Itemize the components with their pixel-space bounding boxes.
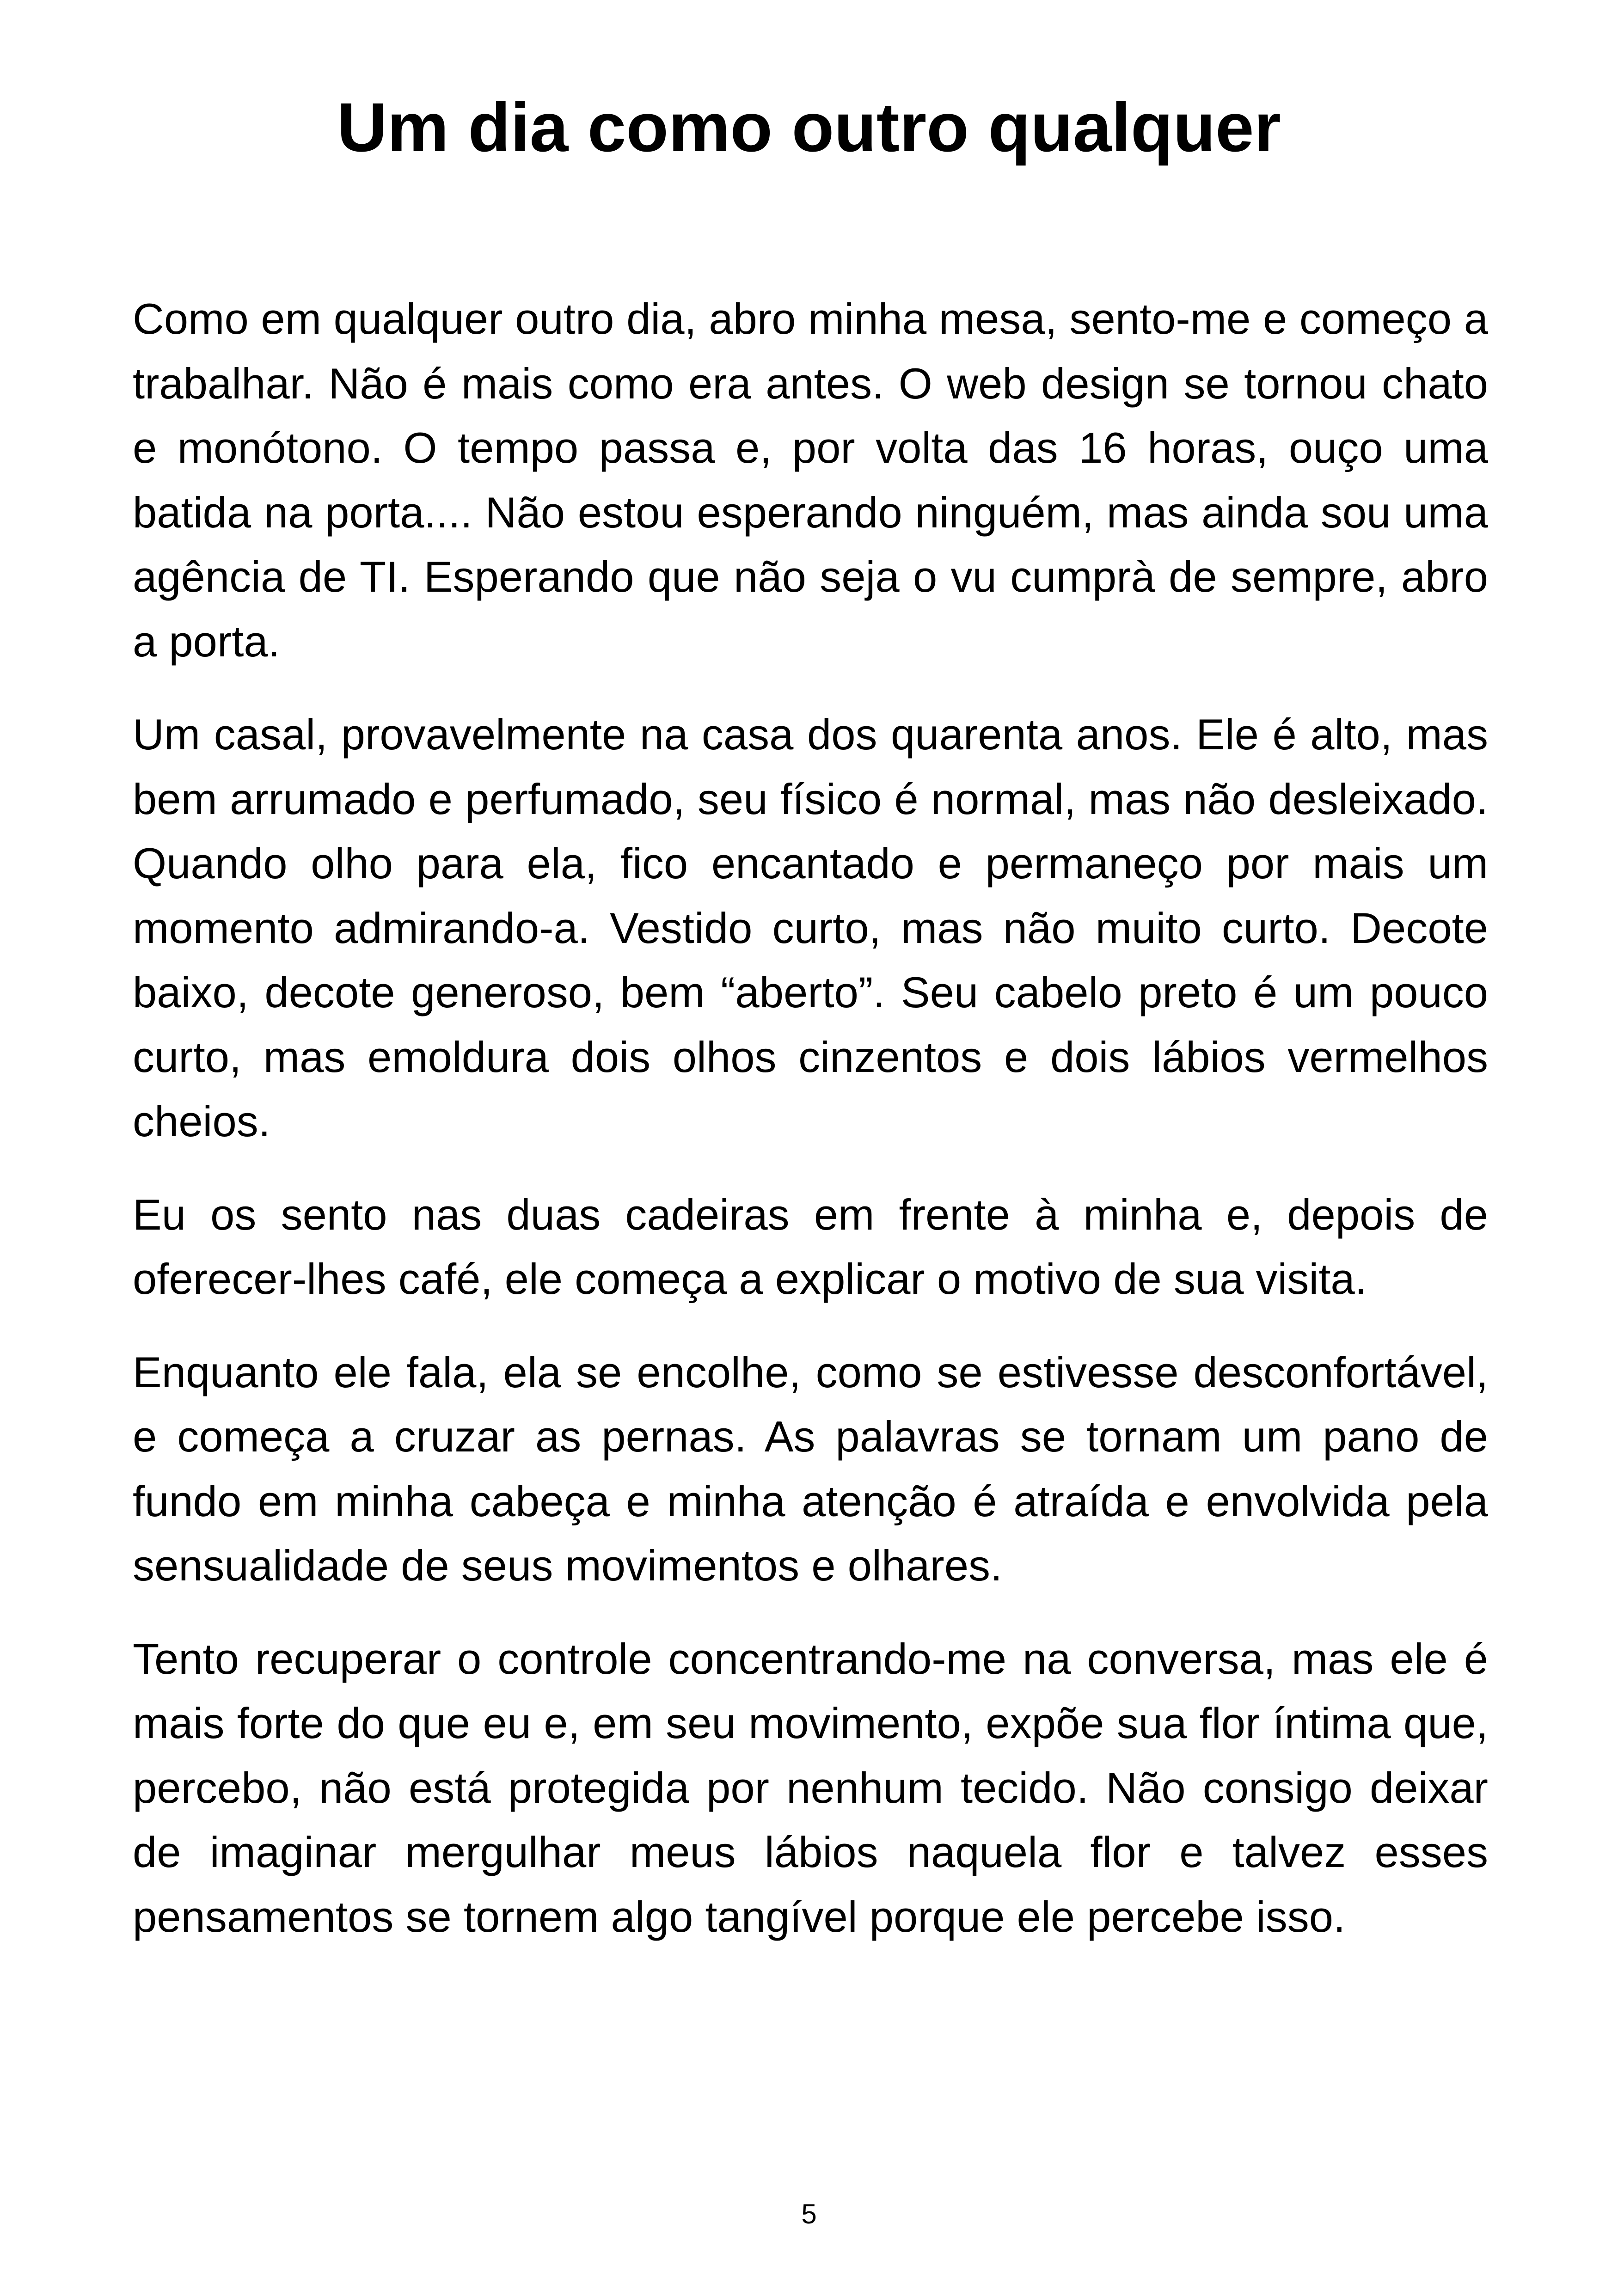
- paragraph-5: Tento recuperar o controle concentrando-me na conversa, mas ele é mais forte do que eu e, em seu movimento, expõe sua flor íntima que, percebo, não está protegida por nenhum tecido. Não consigo deixar de imaginar mergulhar meus lábios naquela flor e talvez esses pensamentos se tornem algo tangível porque ele percebe isso.: [133, 1634, 1488, 1941]
- page-title: Um dia como outro qualquer: [337, 88, 1281, 166]
- paragraph-2: Um casal, provavelmente na casa dos quarenta anos. Ele é alto, mas bem arrumado e perfumado, seu físico é normal, mas não desleixado. Quando olho para ela, fico encantado e permaneço por mais um momento admirando-a. Vestido curto, mas não muito curto. Decote baixo, decote generoso, bem “aberto”. Seu cabelo preto é um pouco curto, mas emoldura dois olhos cinzentos e dois lábios vermelhos cheios.: [133, 710, 1488, 1145]
- page-number: 5: [801, 2198, 817, 2229]
- document-body: [133, 287, 1488, 1978]
- paragraph-4: Enquanto ele fala, ela se encolhe, como se estivesse desconfortável, e começa a cruzar as pernas. As palavras se tornam um pano de fundo em minha cabeça e minha atenção é atraída e envolvida pela sensualidade de seus movimentos e olhares.: [133, 1347, 1488, 1590]
- paragraph-1: Como em qualquer outro dia, abro minha mesa, sento-me e começo a trabalhar. Não é mais como era antes. O web design se tornou chato e monótono. O tempo passa e, por volta das 16 horas, ouço uma batida na porta.... Não estou esperando ninguém, mas ainda sou uma agência de TI. Esperando que não seja o vu cumprà de sempre, abro a porta.: [133, 294, 1488, 666]
- paragraph-3: Eu os sento nas duas cadeiras em frente à minha e, depois de oferecer-lhes café, ele começa a explicar o motivo de sua visita.: [133, 1190, 1488, 1303]
